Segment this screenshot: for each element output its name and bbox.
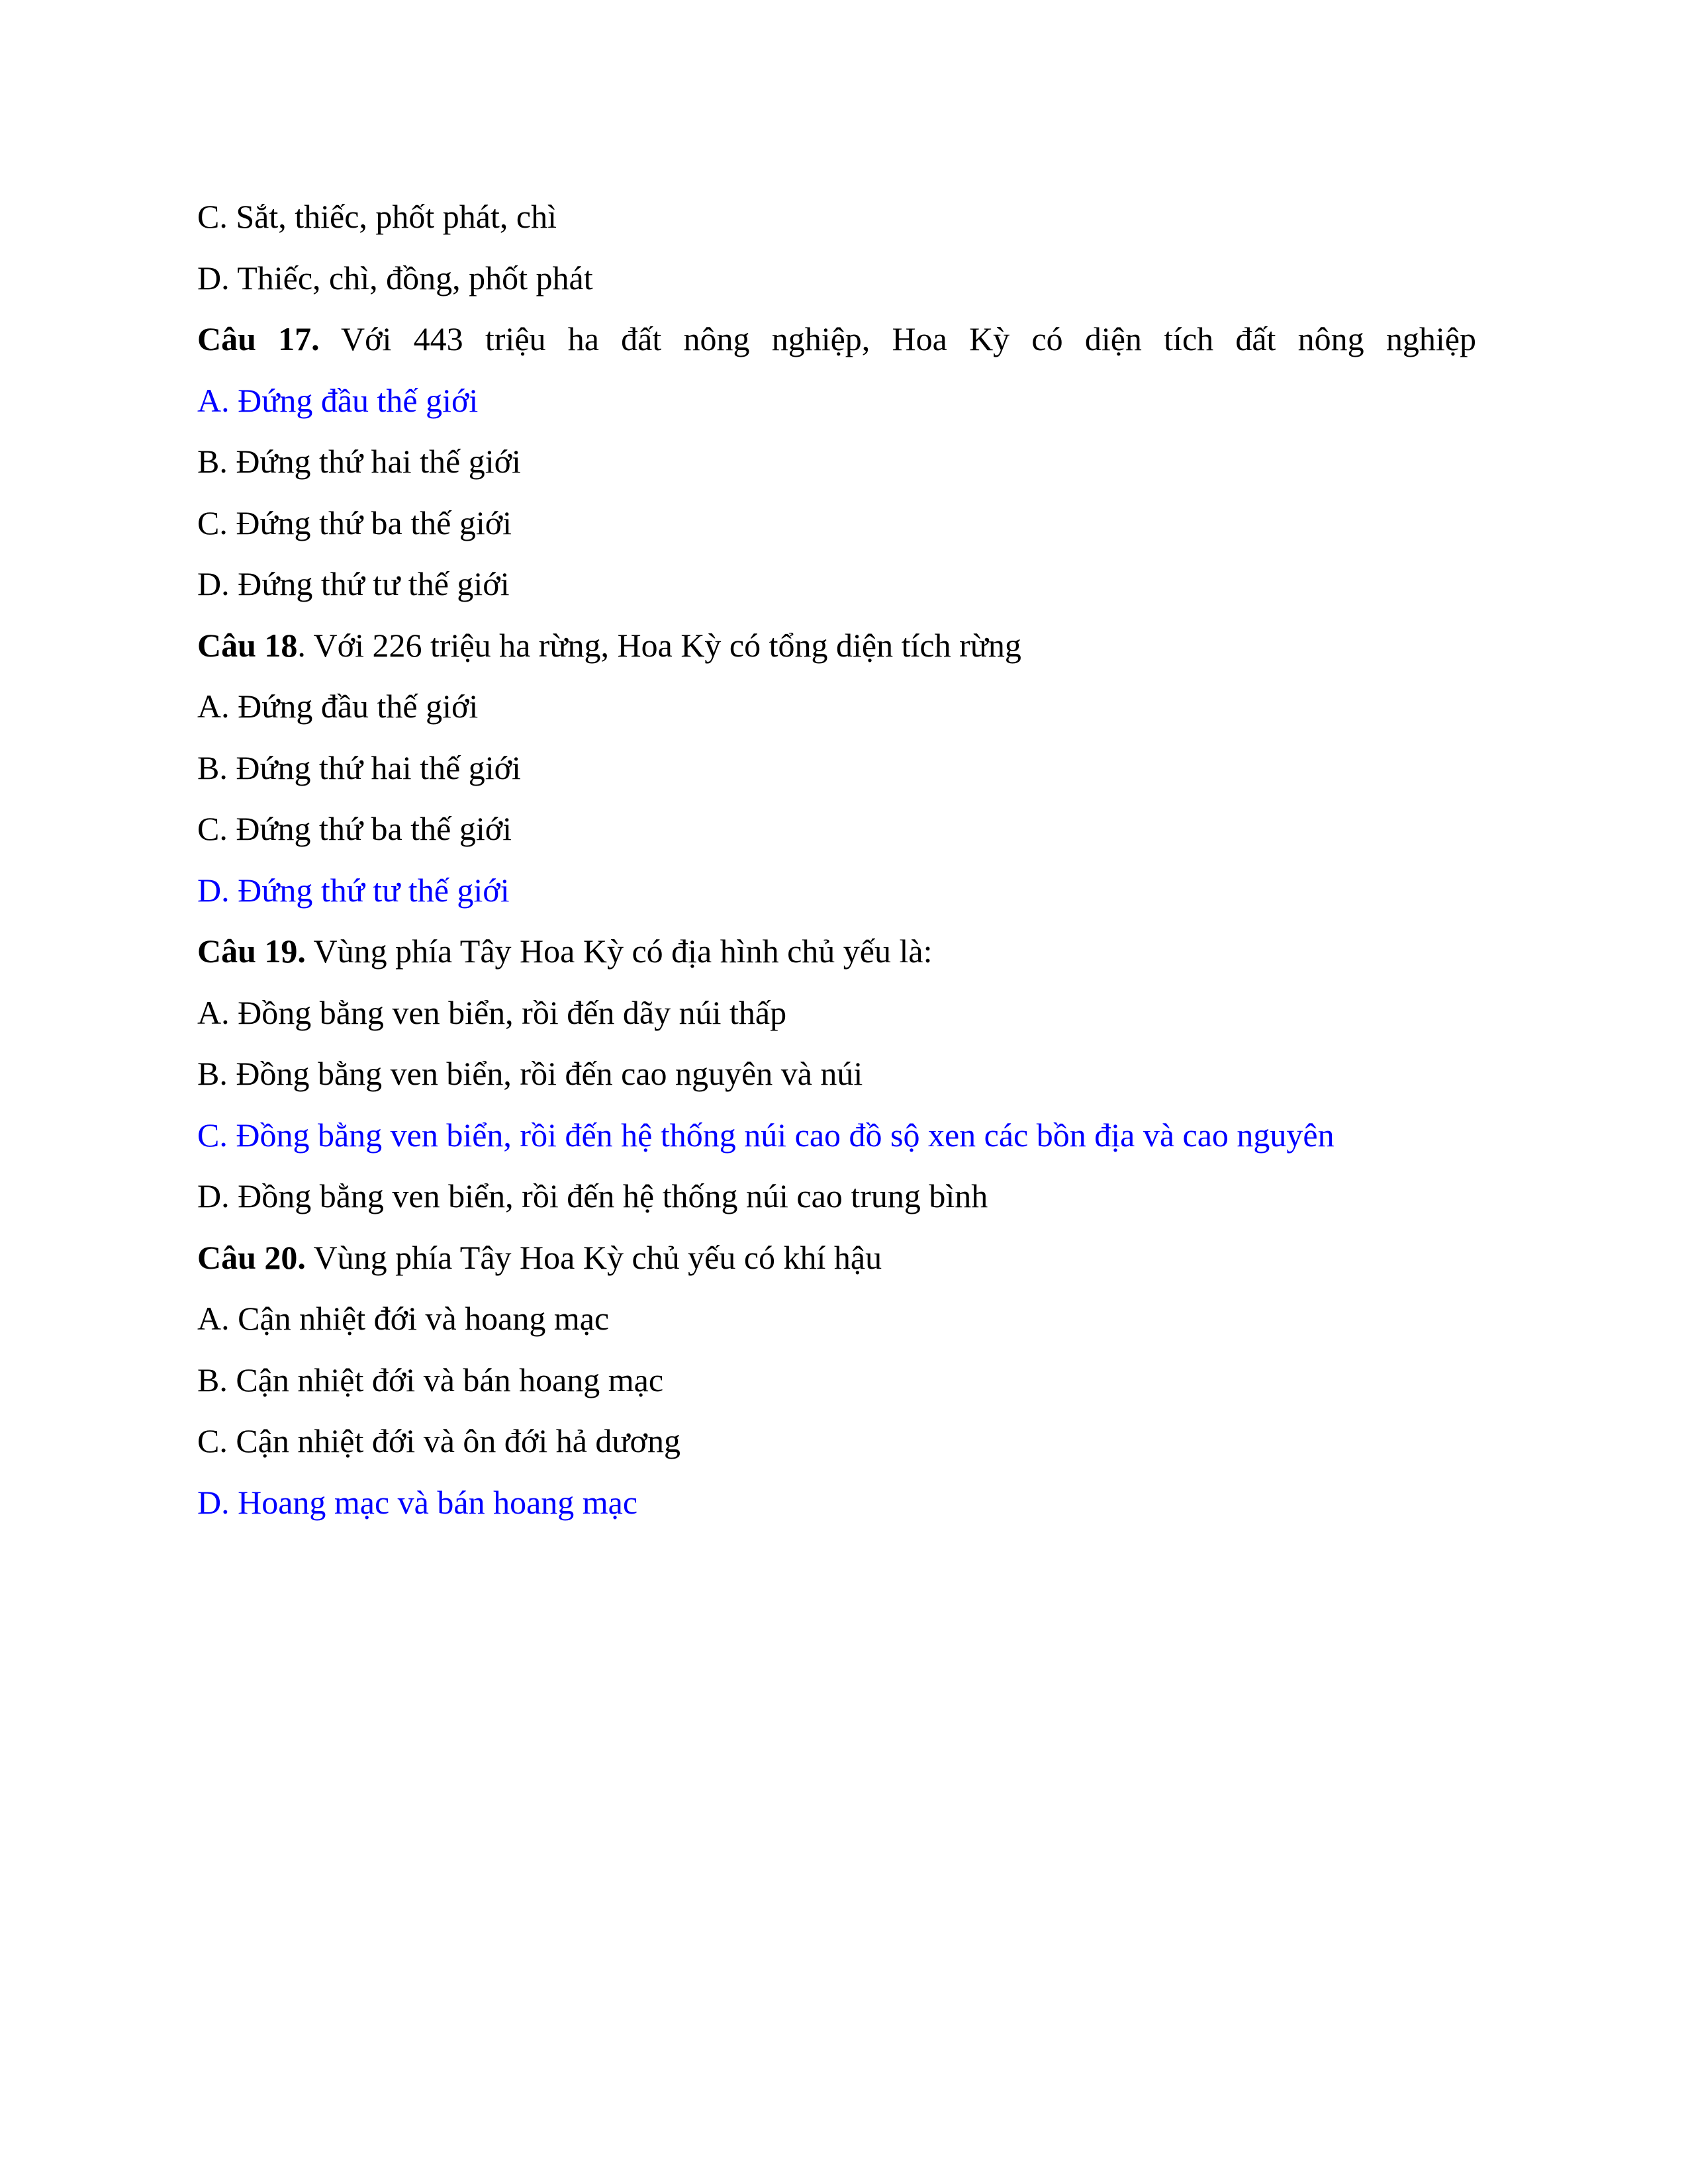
option-line: C. Sắt, thiếc, phốt phát, chì — [197, 198, 557, 235]
document-body — [197, 186, 1476, 1533]
option-line: D. Đồng bằng ven biển, rồi đến hệ thống núi cao trung bình — [197, 1177, 988, 1214]
option-line-correct: A. Đứng đầu thế giới — [197, 381, 479, 419]
option-line: B. Đồng bằng ven biển, rồi đến cao nguyên và núi — [197, 1055, 863, 1092]
option-line: C. Cận nhiệt đới và ôn đới hả dương — [197, 1422, 680, 1459]
question-text: Với 443 triệu ha đất nông nghiệp, Hoa Kỳ có diện tích đất nông nghiệp — [319, 320, 1476, 357]
question-label: Câu 19. — [197, 933, 306, 970]
option-line: B. Đứng thứ hai thế giới — [197, 443, 521, 480]
option-line: C. Đứng thứ ba thế giới — [197, 504, 512, 541]
question-text: . Với 226 triệu ha rừng, Hoa Kỳ có tổng diện tích rừng — [297, 626, 1021, 664]
option-line: B. Đứng thứ hai thế giới — [197, 749, 521, 786]
option-line: D. Thiếc, chì, đồng, phốt phát — [197, 259, 593, 296]
option-line-correct: D. Đứng thứ tư thế giới — [197, 871, 510, 909]
question-text: Vùng phía Tây Hoa Kỳ có địa hình chủ yếu là: — [305, 933, 933, 970]
option-line: A. Đồng bằng ven biển, rồi đến dãy núi thấp — [197, 993, 787, 1031]
question-20 — [197, 1227, 1476, 1289]
option-line: A. Đứng đầu thế giới — [197, 688, 479, 725]
option-line: A. Cận nhiệt đới và hoang mạc — [197, 1300, 610, 1337]
question-17 — [197, 308, 1476, 370]
option-line: C. Đứng thứ ba thế giới — [197, 810, 512, 847]
option-line-correct: C. Đồng bằng ven biển, rồi đến hệ thống núi cao đồ sộ xen các bồn địa và cao nguyên — [197, 1116, 1335, 1154]
question-text: Vùng phía Tây Hoa Kỳ chủ yếu có khí hậu — [305, 1238, 882, 1276]
option-line: D. Đứng thứ tư thế giới — [197, 565, 510, 602]
option-line: B. Cận nhiệt đới và bán hoang mạc — [197, 1361, 664, 1398]
question-label: Câu 18 — [197, 626, 298, 664]
question-label: Câu 20. — [197, 1238, 306, 1276]
question-19 — [197, 921, 1476, 982]
question-18 — [197, 615, 1476, 676]
option-line-correct: D. Hoang mạc và bán hoang mạc — [197, 1483, 638, 1521]
question-label: Câu 17. — [197, 320, 320, 357]
